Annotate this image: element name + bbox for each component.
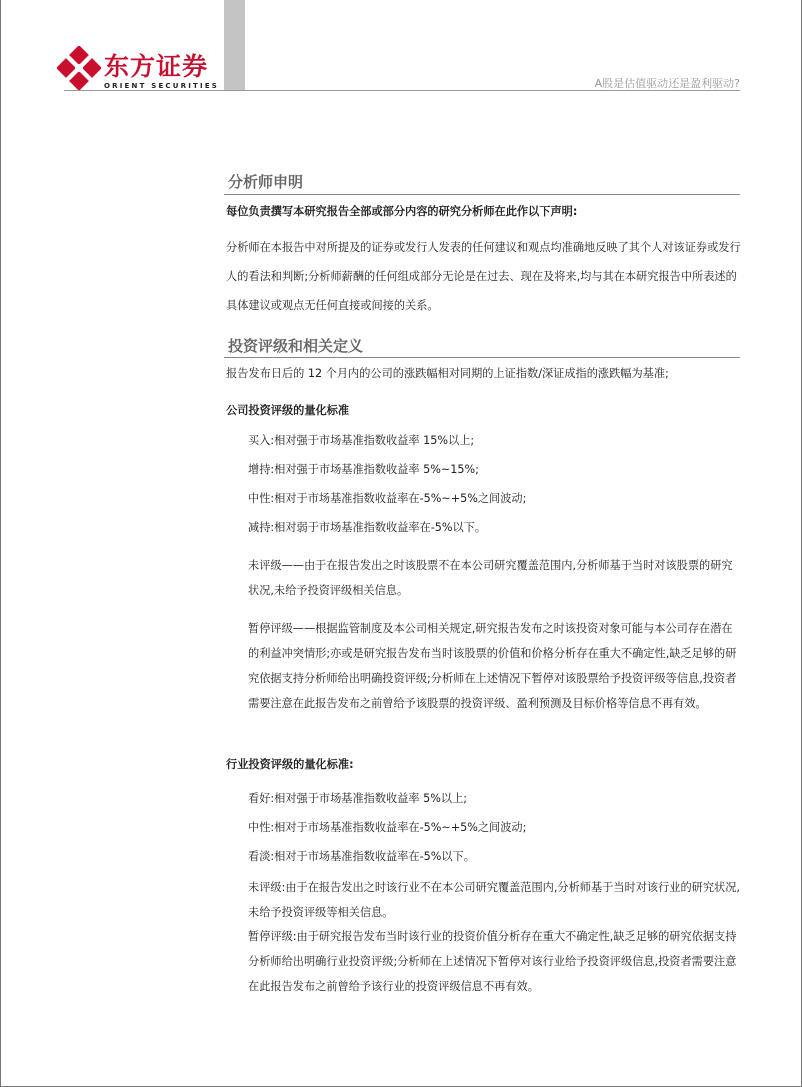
analyst-body: 分析师在本报告中对所提及的证券或发行人发表的任何建议和观点均准确地反映了其个人对该证券或发行人的看法和判断;分析师薪酬的任何组成部分无论是在过去、现在及将来,均与其在本研究报告中所表述的具体建议或观点无任何直接或间接的关系。 bbox=[226, 241, 741, 312]
company-rating-item: 减持:相对弱于市场基准指数收益率在-5%以下。 bbox=[248, 521, 487, 534]
header-rule bbox=[64, 90, 740, 91]
industry-suspended-note: 暂停评级:由于研究报告发布当时该行业的投资价值分析存在重大不确定性,缺乏足够的研究依据支持分析师给出明确行业投资评级;分析师在上述情况下暂停对该行业给予投资评级信息,投资者需要注意在此报告发布之前曾给予该行业的投资评级信息不再有效。 bbox=[248, 930, 737, 993]
analyst-section-heading: 分析师申明 bbox=[228, 173, 304, 191]
header-grey-band bbox=[224, 0, 245, 90]
company-rating-item: 中性:相对于市场基准指数收益率在-5%~+5%之间波动; bbox=[248, 492, 527, 505]
industry-rating-item: 看淡:相对于市场基准指数收益率在-5%以下。 bbox=[248, 850, 475, 863]
page-border-left bbox=[0, 0, 1, 1087]
ratings-intro: 报告发布日后的 12 个月内的公司的涨跌幅相对同期的上证指数/深证成指的涨跌幅为基准; bbox=[226, 367, 669, 380]
industry-rating-item: 看好:相对强于市场基准指数收益率 5%以上; bbox=[248, 792, 468, 805]
ratings-section-heading: 投资评级和相关定义 bbox=[228, 337, 364, 355]
company-rating-title: 公司投资评级的量化标准 bbox=[226, 404, 350, 417]
orient-logo-icon bbox=[57, 46, 101, 90]
logo-chinese-name: 东方证券 bbox=[104, 52, 209, 81]
analyst-lead: 每位负责撰写本研究报告全部或部分内容的研究分析师在此作以下声明: bbox=[226, 205, 578, 218]
report-title: A股是估值驱动还是盈利驱动? bbox=[594, 77, 740, 90]
industry-rating-title: 行业投资评级的量化标准: bbox=[226, 758, 354, 771]
industry-rating-item: 中性:相对于市场基准指数收益率在-5%~+5%之间波动; bbox=[248, 821, 527, 834]
company-suspended-note: 暂停评级——根据监管制度及本公司相关规定,研究报告发布之时该投资对象可能与本公司存在潜在的利益冲突情形;亦或是研究报告发布当时该股票的价值和价格分析存在重大不确定性,缺乏足够的研究依据支持分析师给出明确投资评级;分析师在上述情况下暂停对该股票给予投资评级等信息,投资者需要注意在此报告发布之前曾给予该股票的投资评级、盈利预测及目标价格等信息不再有效。 bbox=[248, 622, 737, 710]
company-rating-item: 增持:相对强于市场基准指数收益率 5%~15%; bbox=[248, 463, 479, 476]
ratings-section-rule bbox=[224, 357, 740, 358]
industry-unrated-note: 未评级:由于在报告发出之时该行业不在本公司研究覆盖范围内,分析师基于当时对该行业的研究状况,未给予投资评级等相关信息。 bbox=[248, 881, 740, 919]
logo-english-name: ORIENT SECURITIES bbox=[104, 82, 220, 90]
company-rating-item: 买入:相对强于市场基准指数收益率 15%以上; bbox=[248, 434, 475, 447]
analyst-section-rule bbox=[224, 194, 740, 195]
company-unrated-note: 未评级——由于在报告发出之时该股票不在本公司研究覆盖范围内,分析师基于当时对该股票的研究状况,未给予投资评级相关信息。 bbox=[248, 559, 733, 597]
